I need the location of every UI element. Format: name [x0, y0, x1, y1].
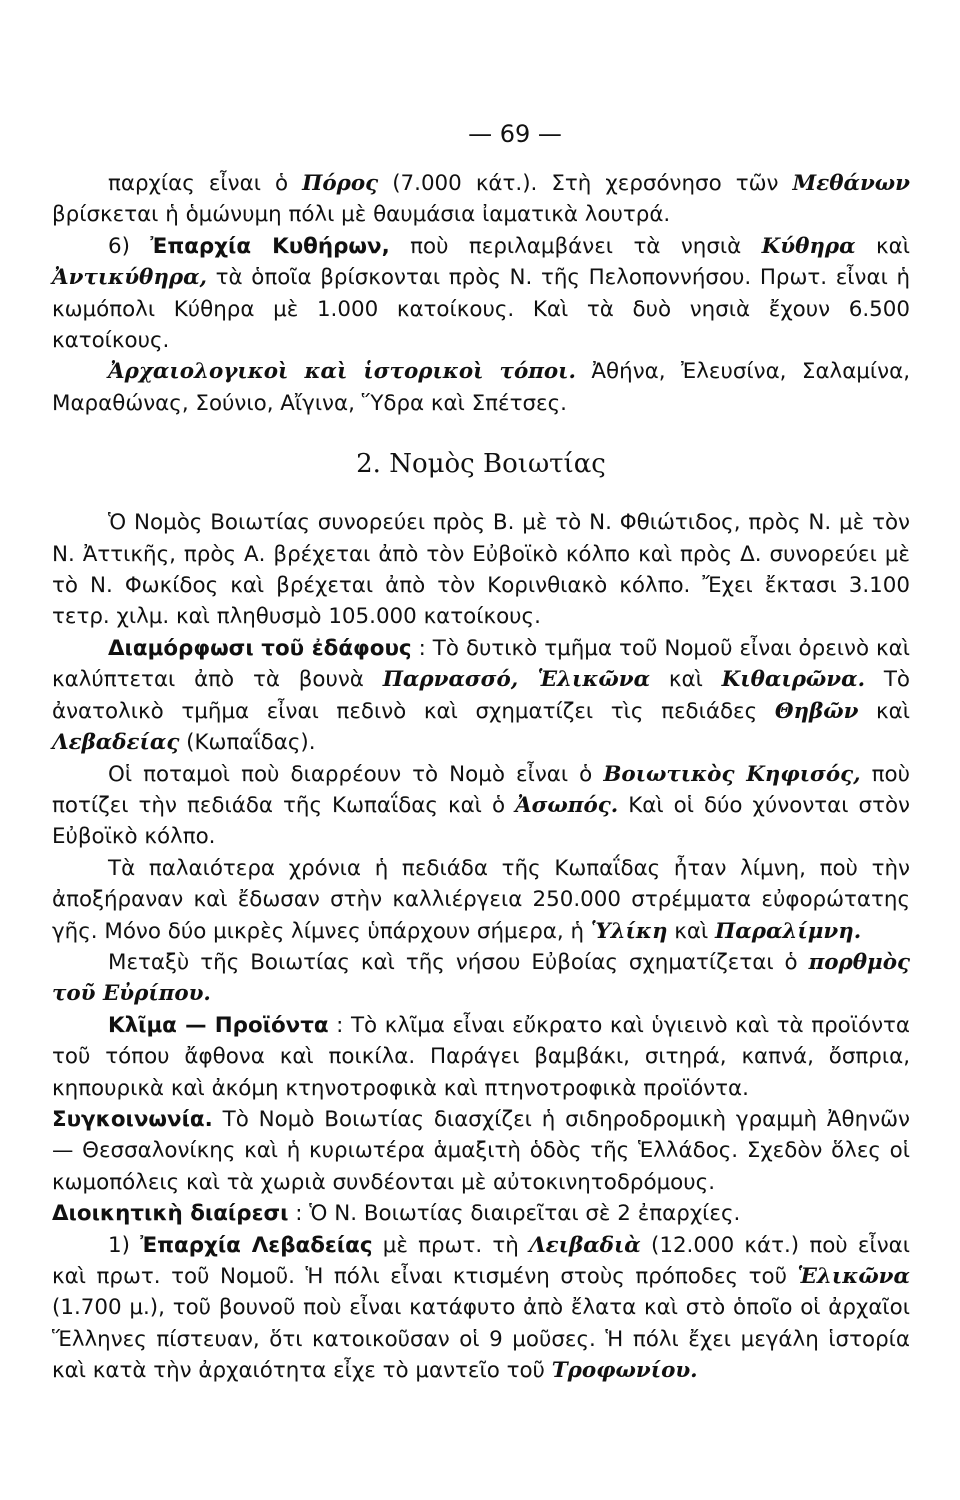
paragraph — [52, 1198, 910, 1229]
emphasized-text: Συγκοινωνία. — [52, 1106, 213, 1132]
emphasized-text: Ἑλικῶνα — [797, 1264, 910, 1289]
text-run: καὶ — [855, 233, 910, 259]
emphasized-text: Παραλίμνη. — [715, 918, 862, 944]
text-run: ποὺ περιλαμβάνει τὰ νησιὰ — [389, 233, 762, 259]
paragraph — [52, 1104, 910, 1198]
text-block-bottom — [52, 507, 910, 1386]
text-run: ποὺ ποτίζει τὴν πεδιάδα τῆς Κωπαΐδας καὶ ὁ — [52, 761, 910, 818]
text-run: καὶ — [667, 918, 716, 944]
emphasized-text: Κιθαιρῶνα. — [721, 667, 866, 693]
emphasized-text: πορθμὸς τοῦ Εὐρίπου. — [52, 949, 910, 1007]
emphasized-text: Ὑλίκη — [590, 918, 668, 944]
text-run: Καὶ οἱ δύο χύνονται στὸν Εὐβοϊκὸ κόλπο. — [52, 792, 910, 850]
text-run: Μεταξὺ τῆς Βοιωτίας καὶ τῆς νήσου Εὐβοίας σχηματίζεται ὁ — [108, 949, 809, 975]
emphasized-text: Ἀσωπός. — [515, 792, 619, 818]
emphasized-text: Ἀντικύθηρα, — [52, 265, 208, 291]
section-heading: 2. Νομὸς Βοιωτίας — [356, 449, 606, 480]
emphasized-text: Κλῖμα — Προϊόντα — [108, 1012, 329, 1038]
emphasized-text: Τροφωνίου. — [551, 1358, 698, 1384]
text-run: Τὸ ἀνατολικὸ τμῆμα εἶναι πεδινὸ καὶ σχηματίζει τὶς πεδιάδες — [52, 667, 911, 724]
text-run: (Κωπαΐδας). — [179, 730, 316, 756]
text-run: (7.000 κάτ.). Στὴ χερσόνησο τῶν — [378, 171, 793, 196]
text-run: παρχίας εἶναι ὁ — [108, 171, 303, 196]
emphasized-text: Βοιωτικὸς Κηφισός, — [603, 761, 861, 787]
emphasized-text: Λειβαδιὰ — [529, 1232, 641, 1258]
paragraph — [52, 947, 910, 1010]
text-run: Τὸ Νομὸ Βοιωτίας διασχίζει ἡ σιδηροδρομικὴ γραμμὴ Ἀθηνῶν — Θεσσαλονίκης καὶ ἡ κυριωτέρα ἁμαξιτὴ ὁδὸς τῆς Ἑλλάδος. Σχεδὸν ὅλες οἱ κωμοπόλεις καὶ τὰ χωριὰ συνδέονται μὲ αὐτοκινητοδρόμους. — [52, 1106, 910, 1195]
text-run: Οἱ ποταμοὶ ποὺ διαρρέουν τὸ Νομὸ εἶναι ὁ — [108, 761, 604, 787]
text-run: καὶ — [858, 698, 910, 724]
emphasized-text: Θηβῶν — [774, 698, 859, 724]
emphasized-text: Πόρος — [302, 171, 379, 196]
text-run: : Τὸ κλῖμα εἶναι εὔκρατο καὶ ὑγιεινὸ καὶ τὰ προϊόντα τοῦ τόπου ἄφθονα καὶ ποικίλα. Παράγει βαμβάκι, σιτηρά, καπνά, ὄσπρια, κηπουρικὰ καὶ ἀκόμη κτηνοτροφικὰ καὶ πτηνοτροφικὰ προϊόντα. — [52, 1012, 911, 1101]
page-body — [52, 168, 910, 1387]
emphasized-text: Διοικητικὴ διαίρεσι — [52, 1201, 289, 1227]
text-run: Ἀθήνα, Ἐλευσίνα, Σαλαμίνα, Μαραθώνας, Σούνιο, Αἴγινα, Ὕδρα καὶ Σπέτσες. — [52, 359, 911, 416]
emphasized-text: Λεβαδείας — [52, 730, 180, 756]
emphasized-text: Ἐπαρχία Λεβαδείας — [140, 1232, 373, 1258]
text-run: 6) — [108, 233, 151, 259]
text-run: : Ὁ Ν. Βοιωτίας διαιρεῖται σὲ 2 ἐπαρχίες. — [288, 1201, 741, 1227]
paragraph — [52, 853, 910, 947]
text-run: (12.000 κάτ.) ποὺ εἶναι καὶ πρωτ. τοῦ Νομοῦ. Ἡ πόλι εἶναι κτισμένη στοὺς πρόποδες τοῦ — [52, 1232, 910, 1289]
emphasized-text: Ἀρχαιολογικοὶ καὶ ἱστορικοὶ τόποι. — [108, 359, 576, 385]
text-run: Ὁ Νομὸς Βοιωτίας συνορεύει πρὸς Β. μὲ τὸ Ν. Φθιώτιδος, πρὸς Ν. μὲ τὸν Ν. Ἀττικῆς, πρὸς Α. βρέχεται ἀπὸ τὸν Εὐβοϊκὸ κόλπο καὶ πρὸς Δ. συνορεύει μὲ τὸ Ν. Φωκίδος καὶ βρέχεται ἀπὸ τὸν Κορινθιακὸ κόλπο. Ἔχει ἔκτασι 3.100 τετρ. χιλμ. καὶ πληθυσμὸ 105.000 κατοίκους. — [52, 510, 910, 630]
page-number: — 69 — — [468, 120, 562, 148]
paragraph — [52, 1230, 910, 1387]
paragraph — [52, 168, 910, 231]
paragraph — [52, 759, 910, 853]
paragraph — [52, 1010, 910, 1104]
paragraph — [52, 633, 910, 759]
text-run: (1.700 μ.), τοῦ βουνοῦ ποὺ εἶναι κατάφυτο ἀπὸ ἔλατα καὶ στὸ ὁποῖο οἱ ἀρχαῖοι Ἕλληνες πίστευαν, ὅτι κατοικοῦσαν οἱ 9 μοῦσες. Ἡ πόλι ἔχει μεγάλη ἱστορία καὶ κατὰ τὴν ἀρχαιότητα εἶχε τὸ μαντεῖο τοῦ — [52, 1295, 910, 1384]
emphasized-text: Μεθάνων — [792, 171, 910, 196]
text-run: μὲ πρωτ. τὴ — [372, 1232, 530, 1258]
paragraph — [52, 231, 910, 357]
text-run: καὶ — [650, 667, 722, 693]
emphasized-text: Παρνασσό, Ἑλικῶνα — [382, 667, 651, 693]
paragraph — [52, 507, 910, 633]
emphasized-text: Διαμόρφωσι τοῦ ἐδάφους — [108, 635, 412, 661]
text-run: 1) — [108, 1232, 141, 1258]
text-run: : Τὸ δυτικὸ τμῆμα τοῦ Νομοῦ εἶναι ὀρεινὸ καὶ καλύπτεται ἀπὸ τὰ βουνὰ — [52, 635, 911, 693]
text-run: τὰ ὁποῖα βρίσκονται πρὸς Ν. τῆς Πελοποννήσου. Πρωτ. εἶναι ἡ κωμόπολι Κύθηρα μὲ 1.000 κατοίκους. Καὶ τὰ δυὸ νησιὰ ἔχουν 6.500 κατοίκους. — [52, 265, 910, 354]
paragraph — [52, 356, 910, 419]
emphasized-text: Κύθηρα — [761, 233, 856, 259]
text-run: Τὰ παλαιότερα χρόνια ἡ πεδιάδα τῆς Κωπαΐδας ἦταν λίμνη, ποὺ τὴν ἀποξήραναν καὶ ἔδωσαν στὴν καλλιέργεια 250.000 στρέμματα εὐφορώτατης γῆς. Μόνο δύο μικρὲς λίμνες ὑπάρχουν σήμερα, ἡ — [52, 855, 910, 944]
text-run: βρίσκεται ἡ ὁμώνυμη πόλι μὲ θαυμάσια ἰαματικὰ λουτρά. — [52, 202, 671, 228]
text-block-top — [52, 168, 910, 419]
emphasized-text: Ἐπαρχία Κυθήρων, — [150, 233, 390, 259]
